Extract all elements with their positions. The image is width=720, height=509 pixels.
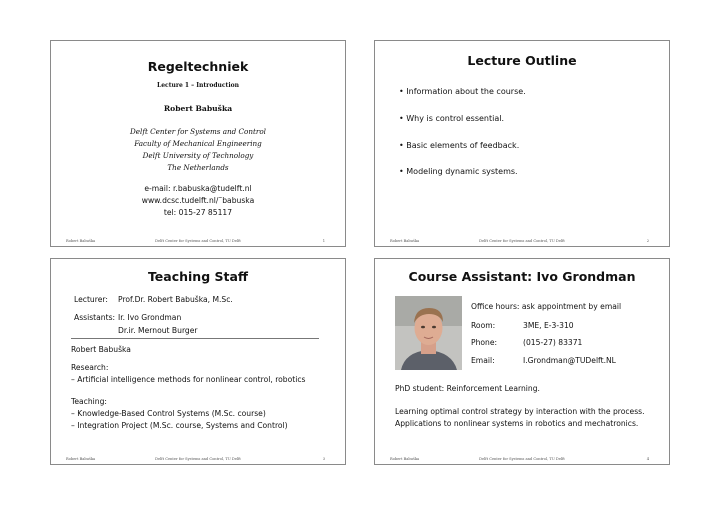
slide-2 [374, 40, 670, 247]
teaching-item: – Integration Project (M.Sc. course, Systems and Control) [71, 421, 288, 430]
office-hours: Office hours: ask appointment by email [471, 302, 622, 311]
list-item: • Why is control essential. [399, 114, 505, 123]
slide-title: Lecture Outline [467, 53, 577, 68]
divider [71, 338, 319, 339]
footer-center: Delft Center for Systems and Control, TU Delft [155, 457, 241, 461]
footer-author: Robert Babuška [390, 239, 420, 243]
person-photo-icon [395, 296, 462, 370]
slide-3 [50, 258, 346, 465]
slide-title: Course Assistant: Ivo Grondman [408, 269, 636, 284]
assistant-name: Ir. Ivo Grondman [118, 313, 182, 322]
list-item-text: Information about the course. [406, 87, 526, 96]
list-item: • Information about the course. [399, 87, 526, 96]
footer-center: Delft Center for Systems and Control, TU Delft [479, 239, 565, 243]
room-label: Room: [471, 321, 496, 330]
affiliation-line: Delft University of Technology [142, 151, 254, 160]
footer-author: Robert Babuška [390, 457, 420, 461]
slide-subtitle: Lecture 1 – Introduction [157, 82, 239, 89]
contact-web: www.dcsc.tudelft.nl/˜babuska [141, 196, 255, 205]
email-value: I.Grondman@TUDelft.NL [523, 356, 616, 365]
lecturer-name: Prof.Dr. Robert Babuška, M.Sc. [118, 295, 233, 304]
research-text: – Artificial intelligence methods for nonlinear control, robotics [71, 375, 306, 384]
list-item-text: Basic elements of feedback. [406, 141, 520, 150]
footer-center: Delft Center for Systems and Control, TU Delft [155, 239, 241, 243]
page-number: 2 [646, 239, 649, 243]
list-item-text: Modeling dynamic systems. [406, 167, 518, 176]
page-number: 3 [322, 457, 325, 461]
footer-center: Delft Center for Systems and Control, TU Delft [479, 457, 565, 461]
portrait-photo [395, 296, 462, 370]
author-name: Robert Babuška [163, 104, 233, 113]
room-value: 3ME, E-3-310 [523, 321, 574, 330]
teaching-item: – Knowledge-Based Control Systems (M.Sc. course) [71, 409, 266, 418]
phone-value: (015-27) 83371 [523, 338, 583, 347]
phd-topic: PhD student: Reinforcement Learning. [395, 384, 540, 393]
footer-author: Robert Babuška [66, 239, 96, 243]
contact-email: e-mail: r.babuska@tudelft.nl [144, 184, 252, 193]
teaching-label: Teaching: [71, 397, 107, 406]
page-number: 4 [646, 457, 649, 461]
affiliation-line: The Netherlands [167, 163, 229, 172]
page-number: 1 [322, 239, 325, 243]
list-item-text: Why is control essential. [406, 114, 505, 123]
slide-4 [374, 258, 670, 465]
staff-name: Robert Babuška [71, 345, 131, 354]
affiliation-line: Delft Center for Systems and Control [130, 127, 266, 136]
phone-label: Phone: [471, 338, 498, 347]
footer-author: Robert Babuška [66, 457, 96, 461]
slide-1 [50, 40, 346, 247]
contact-phone: tel: 015-27 85117 [163, 208, 233, 217]
slide-title: Regeltechniek [147, 59, 249, 74]
assistants-label: Assistants: [74, 313, 116, 322]
description-line: Learning optimal control strategy by interaction with the process. [395, 407, 645, 416]
slide-title: Teaching Staff [147, 269, 249, 284]
description-line: Applications to nonlinear systems in robotics and mechatronics. [395, 419, 639, 428]
lecturer-label: Lecturer: [74, 295, 108, 304]
research-label: Research: [71, 363, 109, 372]
assistant-name: Dr.ir. Mernout Burger [118, 326, 198, 335]
affiliation-line: Faculty of Mechanical Engineering [134, 139, 262, 148]
email-label: Email: [471, 356, 495, 365]
list-item: • Basic elements of feedback. [399, 141, 520, 150]
list-item: • Modeling dynamic systems. [399, 167, 518, 176]
